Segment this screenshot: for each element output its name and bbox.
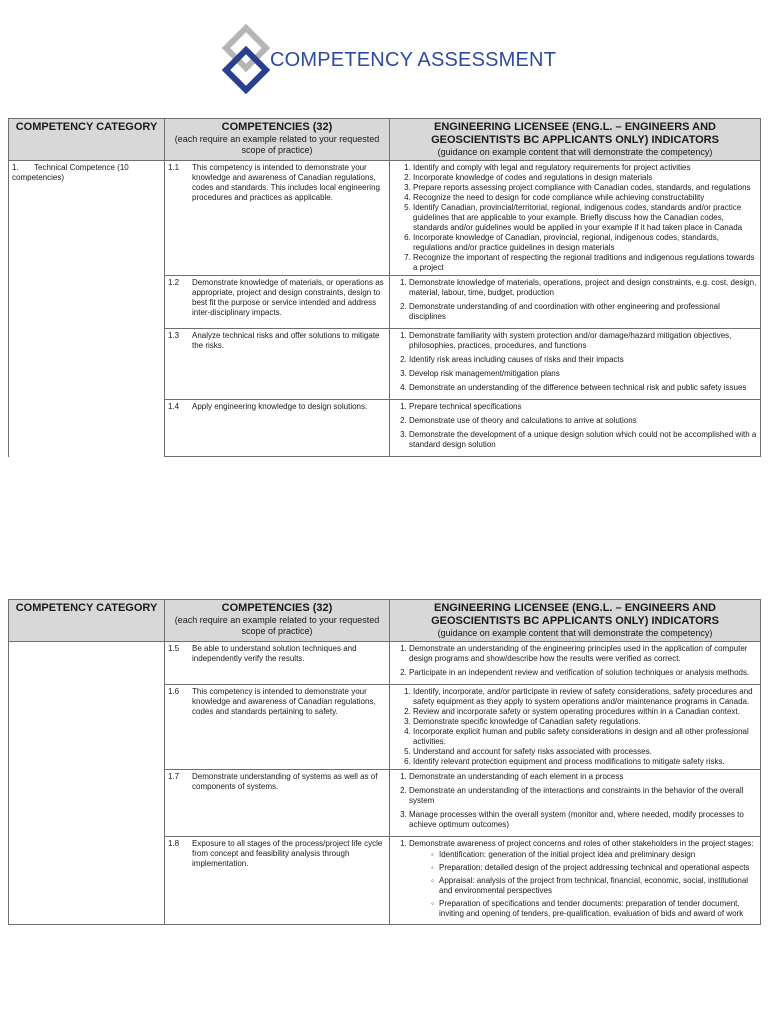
header-logo: [222, 24, 557, 94]
header-competencies: COMPETENCIES (32) (each require an example related to your requested scope of practice): [165, 600, 390, 642]
indicator-item: 3. Manage processes within the overall system (monitor and, where needed, modify processes to achieve optimum outcomes): [409, 810, 757, 830]
competency-cell: 1.2 Demonstrate knowledge of materials, or operations as appropriate, project and design constraints, design to best fit the purpose or service intended and address inter-disciplinary impacts.: [165, 276, 390, 329]
indicator-item: 1. Identify, incorporate, and/or participate in review of safety considerations, safety procedures and safety equipment as they apply to system operations and/or maintenance programs in Canada.: [413, 687, 757, 707]
indicator-item: 3. Develop risk management/mitigation plans: [409, 369, 757, 379]
indicator-cell: [390, 685, 761, 770]
stage-item: ◦ Preparation: detailed design of the project addressing technical and operational aspects: [439, 863, 757, 873]
indicator-item: 3. Demonstrate specific knowledge of Canadian safety regulations.: [413, 717, 757, 727]
indicator-item: 4. Recognize the need to design for code compliance while achieving constructability: [413, 193, 757, 203]
competency-cell: 1.7 Demonstrate understanding of systems as well as of components of systems.: [165, 770, 390, 837]
indicator-item: 2. Demonstrate understanding of and coordination with other engineering and professional disciplines: [409, 302, 757, 322]
indicator-item: 2. Demonstrate use of theory and calculations to arrive at solutions: [409, 416, 757, 426]
indicator-item: 1. Demonstrate an understanding of each element in a process: [409, 772, 757, 782]
header-competencies: COMPETENCIES (32) (each require an example related to your requested scope of practice): [165, 119, 390, 161]
indicator-item: 1. Prepare technical specifications: [409, 402, 757, 412]
indicator-item: 1. Identify and comply with legal and regulatory requirements for project activities: [413, 163, 757, 173]
indicator-cell: [390, 329, 761, 400]
header-indicators: ENGINEERING LICENSEE (ENG.L. – ENGINEERS AND GEOSCIENTISTS BC APPLICANTS ONLY) INDICATORS (guidance on example content that will demonstrate the competency): [390, 119, 761, 161]
indicator-item: 3. Prepare reports assessing project compliance with Canadian codes, standards, and regulations: [413, 183, 757, 193]
category-cell-empty: [9, 642, 165, 925]
indicator-item: 2. Participate in an independent review and verification of solution techniques or analysis methods.: [409, 668, 757, 678]
indicator-item: 3. Demonstrate the development of a unique design solution which could not be accomplished with a standard design solution: [409, 430, 757, 450]
competency-table-1: [8, 118, 761, 457]
header-category: COMPETENCY CATEGORY: [9, 600, 165, 642]
indicator-item: 2. Incorporate knowledge of codes and regulations in design materials: [413, 173, 757, 183]
indicator-item: 4. Demonstrate an understanding of the difference between technical risk and public safety issues: [409, 383, 757, 393]
indicator-item: 6. Incorporate knowledge of Canadian, provincial, regional, indigenous codes, standards, regulations and/or practice guidelines in design materials: [413, 233, 757, 253]
stage-item: ◦ Preparation of specifications and tender documents: preparation of tender document, inviting and opening of tenders, pre-qualification, evaluation of bids and award of work: [439, 899, 757, 919]
indicator-item: 1. Demonstrate an understanding of the engineering principles used in the application of computer design programs and show/describe how the results were verified as correct.: [409, 644, 757, 664]
competency-cell: 1.4 Apply engineering knowledge to design solutions.: [165, 400, 390, 457]
indicator-item: 5. Understand and account for safety risks associated with processes.: [413, 747, 757, 757]
indicator-cell: [390, 400, 761, 457]
stage-item: ◦ Appraisal: analysis of the project from technical, financial, economic, social, institutional and environmental perspectives: [439, 876, 757, 896]
stage-item: ◦ Identification: generation of the initial project idea and preliminary design: [439, 850, 757, 860]
indicator-cell: [390, 837, 761, 925]
diamond-logo-icon: [222, 24, 270, 94]
indicator-cell: [390, 770, 761, 837]
indicator-item: 2. Identify risk areas including causes of risks and their impacts: [409, 355, 757, 365]
competency-cell: 1.3 Analyze technical risks and offer solutions to mitigate the risks.: [165, 329, 390, 400]
indicator-item: 1. Demonstrate awareness of project concerns and roles of other stakeholders in the project stages: ◦ Identification: generation of the initial project idea and preliminary design ◦ Preparation: detailed design of the project addressing technical and operational aspects ◦ Appraisal: analysis of the project from technical, financial, economic, social, institutional and environmental perspectives ◦ Preparation of specifications and tender documents: preparation of tender document, inviting and opening of tenders, pre-qualification, evaluation of bids and award of work: [409, 839, 757, 919]
indicator-cell: [390, 276, 761, 329]
header-category: COMPETENCY CATEGORY: [9, 119, 165, 161]
indicator-cell: [390, 642, 761, 685]
indicator-cell: [390, 161, 761, 276]
category-cell: 1. Technical Competence (10 competencies): [9, 161, 165, 457]
indicator-item: 2. Review and incorporate safety or system operating procedures within in a Canadian context.: [413, 707, 757, 717]
indicator-item: 1. Demonstrate knowledge of materials, operations, project and design constraints, e.g. cost, design, material, labour, time, budget, production: [409, 278, 757, 298]
page-title: COMPETENCY ASSESSMENT: [270, 49, 557, 71]
indicator-item: 1. Demonstrate familiarity with system protection and/or damage/hazard mitigation objectives, philosophies, practices, procedures, and functions: [409, 331, 757, 351]
header-indicators: ENGINEERING LICENSEE (ENG.L. – ENGINEERS AND GEOSCIENTISTS BC APPLICANTS ONLY) INDICATORS (guidance on example content that will demonstrate the competency): [390, 600, 761, 642]
competency-cell: 1.8 Exposure to all stages of the process/project life cycle from concept and feasibility analysis through implementation.: [165, 837, 390, 925]
indicator-item: 2. Demonstrate an understanding of the interactions and constraints in the behavior of the overall system: [409, 786, 757, 806]
indicator-item: 4. Incorporate explicit human and public safety considerations in design and all other professional activities.: [413, 727, 757, 747]
indicator-item: 6. Identify relevant protection equipment and process modifications to mitigate safety risks.: [413, 757, 757, 767]
competency-table-2: [8, 599, 761, 925]
indicator-item: 5. Identify Canadian, provincial/territorial, regional, indigenous codes, standards and/or practice guidelines that are applicable to your example. Briefly discuss how the Canadian codes, standards and/or guidelines would be applied in your example if it had taken place in Canada: [413, 203, 757, 233]
indicator-item: 7. Recognize the important of respecting the regional traditions and indigenous regulations towards a project: [413, 253, 757, 273]
competency-cell: 1.1 This competency is intended to demonstrate your knowledge and awareness of Canadian regulations, codes and standards. This includes local engineering procedures and practices as applicable.: [165, 161, 390, 276]
competency-cell: 1.5 Be able to understand solution techniques and independently verify the results.: [165, 642, 390, 685]
competency-cell: 1.6 This competency is intended to demonstrate your knowledge and awareness of Canadian regulations, codes and standards pertaining to safety.: [165, 685, 390, 770]
